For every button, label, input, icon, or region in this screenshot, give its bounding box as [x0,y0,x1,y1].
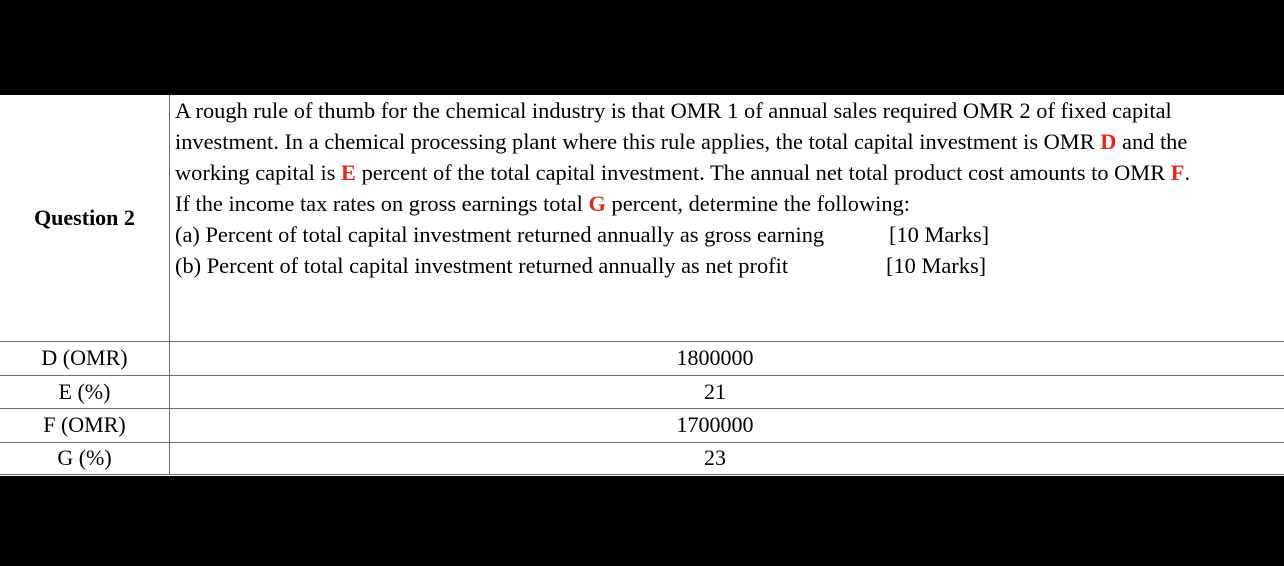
variable-value-cell [170,409,1284,442]
variable-value-cell [170,443,1284,475]
question-line-1: A rough rule of thumb for the chemical industry is that OMR 1 of annual sales required OMR 2 of fixed capital [175,98,1172,123]
question-line-3-end: . [1184,160,1191,185]
question-line-4-end: percent, determine the following: [605,191,910,216]
variable-e: E [341,160,356,185]
variable-d: D [1100,129,1117,154]
variable-name: D (OMR) [0,342,170,375]
variable-g: G [588,191,606,216]
question-line-2 [175,126,1280,157]
variable-value: 1700000 [676,412,754,438]
variable-value: 23 [704,445,726,471]
variable-name: G (%) [0,443,170,475]
variable-value: 21 [704,378,726,404]
question-label: Question 2 [0,95,170,341]
question-sheet [0,95,1284,476]
part-a-marks: [10 Marks] [889,222,990,247]
variable-value: 1800000 [676,345,754,371]
question-line-2-end: and the [1116,129,1188,154]
question-line-3-text: working capital is [175,160,342,185]
question-line-4 [175,188,1280,219]
part-a-text: (a) Percent of total capital investment returned annually as gross earning [175,222,825,247]
question-line-3-mid: percent of the total capital investment. The annual net total product cost amounts to OMR [355,160,1171,185]
table-row [0,375,1284,409]
part-a [175,219,1280,250]
variable-name: E (%) [0,376,170,409]
table-row [0,408,1284,442]
question-line-2-text: investment. In a chemical processing plant where this rule applies, the total capital investment is OMR [175,129,1101,154]
part-b-text: (b) Percent of total capital investment returned annually as net profit [175,253,789,278]
table-row [0,442,1284,476]
variable-f: F [1170,160,1185,185]
part-b-marks: [10 Marks] [886,253,987,278]
question-line-3 [175,157,1280,188]
part-b [175,250,1280,281]
variables-table [0,341,1284,475]
table-row [0,341,1284,375]
question-line-4-text: If the income tax rates on gross earnings total [175,191,589,216]
variable-value-cell [170,342,1284,375]
variable-name: F (OMR) [0,409,170,442]
question-text [175,95,1280,281]
variable-value-cell [170,376,1284,409]
